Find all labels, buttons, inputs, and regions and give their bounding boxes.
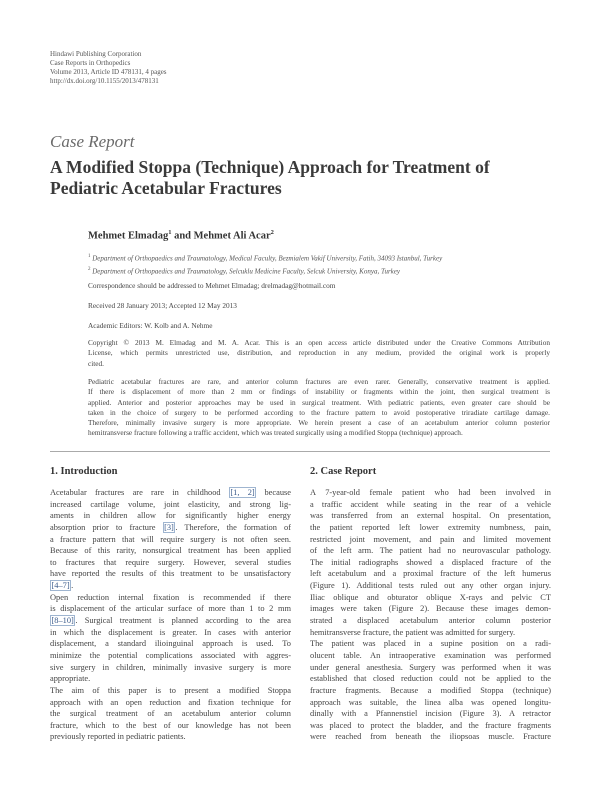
line-text: displacement, a standard ilioinguinal approach is used. To bbox=[50, 639, 291, 649]
citation-link[interactable]: [8–10] bbox=[51, 616, 74, 626]
paragraph-line bbox=[50, 627, 291, 639]
paragraph-line: the patient reported left lower extremity numbness, pain, bbox=[310, 522, 551, 532]
paragraph-line bbox=[50, 534, 291, 546]
paragraph-line: strated a displaced acetabulum anterior column posterior bbox=[310, 616, 551, 626]
paragraph-line: olucent table. An intraoperative examination was performed bbox=[310, 650, 551, 660]
paragraph-line: fracture fragments. Because a modified Stoppa (technique) bbox=[310, 685, 551, 695]
abstract-line: hemitransverse fracture following a traffic accident, which was treated surgically using a modified Stoppa (technique) approach. bbox=[88, 428, 463, 438]
author-separator: and bbox=[171, 230, 194, 242]
paragraph-line: a traffic accident while seating in the rear of a vehicle bbox=[310, 499, 551, 509]
paragraph-line: restricted joint movement, and pain and limited movement bbox=[310, 534, 551, 544]
paragraph-line: Iliac oblique and obturator oblique X-rays and pelvic CT bbox=[310, 592, 551, 602]
abstract-line: If there is displacement of more than 2 mm or findings of instability or fragments within the joint, then surgical treatment is bbox=[88, 387, 550, 397]
author-affil-mark: 2 bbox=[270, 229, 274, 236]
section-heading-case-report: 2. Case Report bbox=[310, 466, 377, 477]
paragraph-line: of the left arm. The patient had no neurovascular pathology. bbox=[310, 546, 551, 556]
line-text: absorption prior to fracture bbox=[50, 522, 163, 532]
line-text: Because of this rarity, nonsurgical treatment has been applied bbox=[50, 546, 291, 556]
affiliation bbox=[88, 251, 550, 264]
paragraph-line bbox=[50, 487, 291, 499]
copyright-line: cited. bbox=[88, 358, 105, 368]
paragraph-line bbox=[50, 673, 291, 685]
line-text: previously reported in pediatric patients. bbox=[50, 732, 186, 742]
paragraph-line: The patient was placed in a supine position on a radi- bbox=[310, 639, 551, 649]
volume-info: Volume 2013, Article ID 478131, 4 pages bbox=[50, 68, 167, 76]
paragraph-line bbox=[50, 580, 291, 592]
paragraph-line bbox=[50, 603, 291, 615]
paragraph-line bbox=[50, 568, 291, 580]
paragraph-line: The initial radiographs showed a displaced fracture of the bbox=[310, 557, 551, 567]
correspondence: Correspondence should be addressed to Mehmet Elmadag; drelmadag@hotmail.com bbox=[88, 281, 336, 290]
line-text: Open reduction internal fixation is recommended if there bbox=[50, 592, 291, 602]
section-divider bbox=[50, 451, 550, 452]
article-type: Case Report bbox=[50, 132, 135, 151]
abstract-line: taken in the choice of surgery to be performed according to the fracture pattern to avoid postoperative triradiate cartilage damage. bbox=[88, 407, 550, 417]
line-text: to fractures that require surgery. However, several studies bbox=[50, 557, 291, 567]
affiliations bbox=[88, 251, 550, 278]
paragraph-line bbox=[50, 592, 291, 604]
affiliation-text: Department of Orthopaedics and Traumatology, Selcuklu Medicine Faculty, Selcuk University, Konya, Turkey bbox=[92, 267, 400, 276]
line-text: The aim of this paper is to present a modified Stoppa bbox=[50, 685, 291, 695]
section-heading-introduction: 1. Introduction bbox=[50, 466, 118, 477]
paragraph-line bbox=[50, 522, 291, 534]
paragraph-line bbox=[50, 662, 291, 674]
copyright-line: License, which permits unrestricted use, distribution, and reproduction in any medium, provided the original work is properly bbox=[88, 348, 550, 358]
paragraph-line bbox=[50, 731, 291, 743]
line-text: a fracture pattern that will require surgery is not often seen. bbox=[50, 534, 291, 544]
paragraph-line bbox=[50, 638, 291, 650]
line-text: because bbox=[256, 488, 291, 497]
affiliation bbox=[88, 264, 550, 277]
line-text: is displacement of the articular surface of more than 1 to 2 mm bbox=[50, 604, 291, 614]
line-text: have reported the results of this treatment to be unsatisfactory bbox=[50, 569, 291, 579]
paragraph-line bbox=[50, 499, 291, 511]
copyright-line: Copyright © 2013 M. Elmadag and M. A. Acar. This is an open access article distributed under the Creative Commons Attribution bbox=[88, 338, 550, 347]
abstract-line: Pediatric acetabular fractures are rare, and anterior column fractures are even rarer. Generally, conservative treatment is applied. bbox=[88, 377, 550, 386]
title-line: Pediatric Acetabular Fractures bbox=[50, 178, 282, 198]
academic-editors: Academic Editors: W. Kolb and A. Nehme bbox=[88, 321, 213, 330]
paragraph-line: was placed to protect the bladder, and the fracture fragments bbox=[310, 720, 551, 730]
paragraph-line: (Figure 1). Additional tests ruled out any other organ injury. bbox=[310, 581, 551, 591]
paragraph-line bbox=[50, 697, 291, 709]
line-text: fracture, which to the best of our knowledge has not been bbox=[50, 720, 291, 730]
author-name: Mehmet Elmadag bbox=[88, 230, 169, 242]
citation-link[interactable]: [1, 2] bbox=[230, 488, 255, 497]
line-text: minimize the potential complications associated with aggres- bbox=[50, 650, 291, 660]
paragraph-line: hemitransverse fracture, the patient was admitted for surgery. bbox=[310, 627, 516, 637]
copyright bbox=[88, 338, 550, 369]
line-text: increased cartilage volume, joint elasticity, and strong lig- bbox=[50, 499, 291, 509]
received-dates: Received 28 January 2013; Accepted 12 May 2013 bbox=[88, 301, 237, 310]
abstract bbox=[88, 377, 550, 439]
paragraph-line: under general anesthesia. Surgery was performed when it was bbox=[310, 662, 551, 672]
authors bbox=[88, 229, 550, 242]
affiliation-mark: 1 bbox=[88, 254, 91, 259]
paragraph-line: was transferred from an external hospital. On presentation, bbox=[310, 511, 551, 521]
paragraph-line bbox=[50, 708, 291, 720]
line-text: . Therefore, the formation of bbox=[175, 522, 291, 532]
introduction-body bbox=[50, 487, 291, 743]
affiliation-mark: 2 bbox=[88, 267, 91, 273]
line-text: in which the displacement is greater. In cases with anterior bbox=[50, 627, 291, 637]
abstract-line: applied. Anterior and posterior approaches may be used in surgical treatment. With pediatric patients, even greater care should be bbox=[88, 397, 550, 407]
article-title bbox=[50, 157, 550, 199]
paragraph-line: A 7-year-old female patient who had been involved in bbox=[310, 488, 551, 497]
paragraph-line bbox=[50, 545, 291, 557]
doi-link[interactable]: http://dx.doi.org/10.1155/2013/478131 bbox=[50, 77, 159, 85]
line-text: appropriate. bbox=[50, 674, 91, 684]
abstract-line: Therefore, minimally invasive surgery is more appropriate. We herein present a case of an acetabulum anterior column posterior bbox=[88, 418, 550, 428]
paragraph-line: were reached from beneath the iliopsoas muscle. Fracture bbox=[310, 732, 551, 742]
paragraph-line bbox=[50, 615, 291, 627]
affiliation-text: Department of Orthopaedics and Traumatology, Medical Faculty, Bezmialem Vakif University, Fatih, 34093 Istanbul, Turkey bbox=[92, 254, 443, 263]
case-report-body bbox=[310, 487, 551, 743]
journal-header bbox=[50, 50, 167, 86]
line-text: . Surgical treatment is planned according to the area bbox=[75, 616, 291, 626]
citation-link[interactable]: [4–7] bbox=[51, 581, 70, 591]
line-text: the surgical treatment of an acetabulum anterior column bbox=[50, 709, 291, 719]
line-text: . bbox=[71, 581, 74, 591]
publisher: Hindawi Publishing Corporation bbox=[50, 50, 142, 58]
paragraph-line bbox=[50, 510, 291, 522]
paragraph-line: established that closed reduction could not be applied to the bbox=[310, 674, 551, 684]
line-text: aments in children allow for significantly higher energy bbox=[50, 511, 291, 521]
author-affil-mark: 1 bbox=[168, 229, 172, 236]
paragraph-line bbox=[50, 720, 291, 732]
paragraph-line: approach was suitable, the linea alba was opened longitu- bbox=[310, 697, 551, 707]
line-text: approach with an open reduction and fixation technique for bbox=[50, 697, 291, 707]
paragraph-line: dinally with a Pfannenstiel incision (Figure 3). A retractor bbox=[310, 709, 551, 719]
line-text: sive surgery in children, minimally invasive surgery is more bbox=[50, 662, 291, 672]
paragraph-line: left acetabulum and a proximal fracture of the left humerus bbox=[310, 569, 551, 579]
paragraph-line: images were taken (Figure 2). Because these images demon- bbox=[310, 604, 551, 614]
citation-link[interactable]: [3] bbox=[164, 522, 174, 532]
title-line: A Modified Stoppa (Technique) Approach for Treatment of bbox=[50, 157, 490, 177]
paragraph-line bbox=[50, 650, 291, 662]
paragraph-line bbox=[50, 557, 291, 569]
journal-name: Case Reports in Orthopedics bbox=[50, 59, 131, 67]
author-name: Mehmet Ali Acar bbox=[193, 230, 271, 242]
line-text: Acetabular fractures are rare in childhood bbox=[50, 488, 229, 497]
paragraph-line bbox=[50, 685, 291, 697]
